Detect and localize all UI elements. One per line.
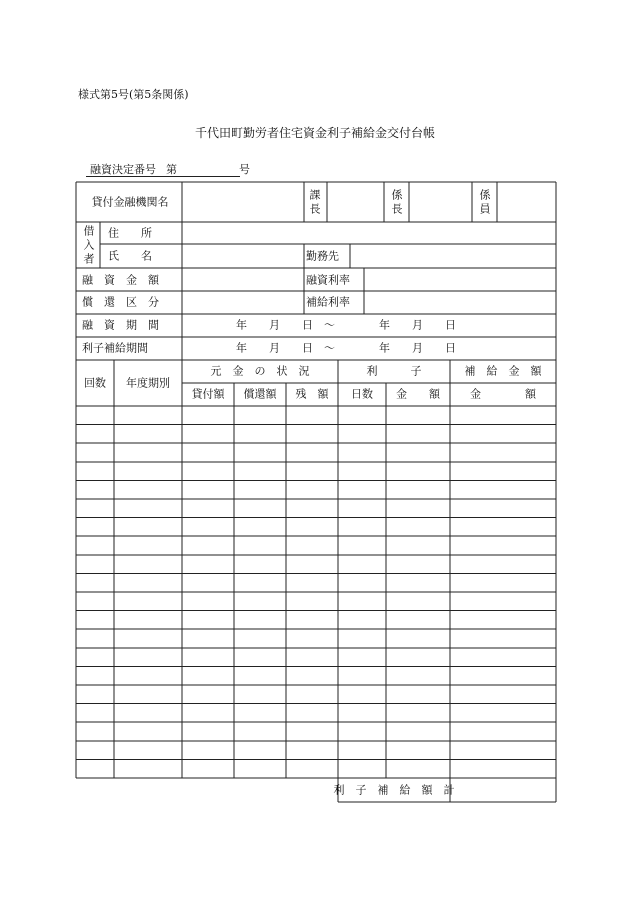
row-6-count-cell[interactable] [76,499,114,518]
row-15-fiscal-period-cell[interactable] [114,666,182,685]
row-8-loaned-cell[interactable] [182,536,234,555]
row-10-repaid-cell[interactable] [234,573,286,592]
lender-name-field[interactable] [182,182,304,222]
row-14-interest-amount-cell[interactable] [386,648,450,667]
row-12-loaned-cell[interactable] [182,611,234,630]
row-13-fiscal-period-cell[interactable] [114,629,182,648]
row-18-count-cell[interactable] [76,722,114,741]
subsidy-amount-header: 補 給 金 額 [464,364,542,378]
days-header: 日数 [351,387,373,401]
row-4-fiscal-period-cell[interactable] [114,462,182,481]
interest-amount-header: 金 額 [396,387,440,401]
workplace-label: 勤務先 [306,249,339,263]
row-18-subsidy-amount-cell[interactable] [450,722,556,741]
row-18-interest-amount-cell[interactable] [386,722,450,741]
name-label: 氏 名 [108,249,152,263]
row-3-count-cell[interactable] [76,443,114,462]
row-10-loaned-cell[interactable] [182,573,234,592]
borrower-label: 者 [83,252,95,266]
row-9-fiscal-period-cell[interactable] [114,555,182,574]
form-number-label: 様式第5号(第5条関係) [78,88,189,101]
row-14-subsidy-amount-cell[interactable] [450,648,556,667]
row-3-interest-amount-cell[interactable] [386,443,450,462]
borrower-label: 借 [83,224,95,238]
row-10-fiscal-period-cell[interactable] [114,573,182,592]
row-11-balance-cell[interactable] [286,592,338,611]
repay-type-label: 償 還 区 分 [82,295,159,309]
row-2-repaid-cell[interactable] [234,425,286,444]
row-13-count-cell[interactable] [76,629,114,648]
row-4-count-cell[interactable] [76,462,114,481]
workplace-field[interactable] [350,244,556,268]
row-15-repaid-cell[interactable] [234,666,286,685]
row-11-repaid-cell[interactable] [234,592,286,611]
loan-period-label: 融 資 期 間 [82,318,159,332]
approval-chief-label: 課 [309,188,321,202]
row-1-subsidy-amount-cell[interactable] [450,406,556,425]
row-12-fiscal-period-cell[interactable] [114,611,182,630]
row-10-days-cell[interactable] [338,573,386,592]
row-1-balance-cell[interactable] [286,406,338,425]
approval-staff-label: 員 [479,202,491,216]
row-18-fiscal-period-cell[interactable] [114,722,182,741]
row-20-repaid-cell[interactable] [234,759,286,778]
row-1-interest-amount-cell[interactable] [386,406,450,425]
row-6-interest-amount-cell[interactable] [386,499,450,518]
row-14-fiscal-period-cell[interactable] [114,648,182,667]
row-17-balance-cell[interactable] [286,704,338,723]
row-11-count-cell[interactable] [76,592,114,611]
row-15-interest-amount-cell[interactable] [386,666,450,685]
subsidy-period-dates: 年 月 日 ～ 年 月 日 [236,341,456,355]
row-20-balance-cell[interactable] [286,759,338,778]
row-12-days-cell[interactable] [338,611,386,630]
row-1-repaid-cell[interactable] [234,406,286,425]
approval-sub-label: 長 [391,202,403,216]
row-15-balance-cell[interactable] [286,666,338,685]
row-6-balance-cell[interactable] [286,499,338,518]
row-17-loaned-cell[interactable] [182,704,234,723]
row-18-repaid-cell[interactable] [234,722,286,741]
row-10-subsidy-amount-cell[interactable] [450,573,556,592]
repaid-header: 償還額 [243,387,277,401]
row-2-loaned-cell[interactable] [182,425,234,444]
row-19-days-cell[interactable] [338,741,386,760]
row-16-fiscal-period-cell[interactable] [114,685,182,704]
row-11-subsidy-amount-cell[interactable] [450,592,556,611]
row-12-repaid-cell[interactable] [234,611,286,630]
row-7-loaned-cell[interactable] [182,518,234,537]
row-4-balance-cell[interactable] [286,462,338,481]
page-title: 千代田町勤労者住宅資金利子補給金交付台帳 [194,126,435,140]
row-15-count-cell[interactable] [76,666,114,685]
row-16-count-cell[interactable] [76,685,114,704]
row-5-balance-cell[interactable] [286,480,338,499]
row-1-loaned-cell[interactable] [182,406,234,425]
row-6-fiscal-period-cell[interactable] [114,499,182,518]
subsidy-rate-field[interactable] [364,291,556,314]
row-13-loaned-cell[interactable] [182,629,234,648]
row-1-fiscal-period-cell[interactable] [114,406,182,425]
row-4-interest-amount-cell[interactable] [386,462,450,481]
row-3-days-cell[interactable] [338,443,386,462]
row-5-loaned-cell[interactable] [182,480,234,499]
fiscal-period-header: 年度期別 [126,376,170,390]
principal-header: 元 金 の 状 況 [210,364,310,378]
row-9-count-cell[interactable] [76,555,114,574]
subsidy-total-label: 利 子 補 給 額 計 [333,783,455,797]
row-16-loaned-cell[interactable] [182,685,234,704]
row-20-count-cell[interactable] [76,759,114,778]
row-13-balance-cell[interactable] [286,629,338,648]
row-16-balance-cell[interactable] [286,685,338,704]
row-7-fiscal-period-cell[interactable] [114,518,182,537]
row-20-fiscal-period-cell[interactable] [114,759,182,778]
loan-rate-label: 融資利率 [306,273,350,287]
row-13-repaid-cell[interactable] [234,629,286,648]
row-14-balance-cell[interactable] [286,648,338,667]
address-field[interactable] [182,222,556,244]
row-15-days-cell[interactable] [338,666,386,685]
row-14-count-cell[interactable] [76,648,114,667]
count-header: 回数 [84,376,106,390]
row-19-interest-amount-cell[interactable] [386,741,450,760]
row-2-balance-cell[interactable] [286,425,338,444]
row-2-days-cell[interactable] [338,425,386,444]
loan-rate-field[interactable] [364,268,556,291]
chief-seal-field[interactable] [327,182,384,222]
row-6-loaned-cell[interactable] [182,499,234,518]
row-18-loaned-cell[interactable] [182,722,234,741]
row-12-interest-amount-cell[interactable] [386,611,450,630]
sub-chief-seal-field[interactable] [409,182,472,222]
decision-number-label: 融資決定番号 [90,163,156,176]
row-17-days-cell[interactable] [338,704,386,723]
row-12-balance-cell[interactable] [286,611,338,630]
row-19-repaid-cell[interactable] [234,741,286,760]
row-14-repaid-cell[interactable] [234,648,286,667]
row-9-subsidy-amount-cell[interactable] [450,555,556,574]
row-8-repaid-cell[interactable] [234,536,286,555]
approval-sub-label: 係 [391,188,403,202]
row-20-loaned-cell[interactable] [182,759,234,778]
row-2-subsidy-amount-cell[interactable] [450,425,556,444]
row-7-repaid-cell[interactable] [234,518,286,537]
row-8-subsidy-amount-cell[interactable] [450,536,556,555]
row-10-interest-amount-cell[interactable] [386,573,450,592]
row-2-fiscal-period-cell[interactable] [114,425,182,444]
row-13-interest-amount-cell[interactable] [386,629,450,648]
row-17-subsidy-amount-cell[interactable] [450,704,556,723]
subsidy-rate-label: 補給利率 [306,295,350,309]
row-3-fiscal-period-cell[interactable] [114,443,182,462]
row-6-days-cell[interactable] [338,499,386,518]
row-7-balance-cell[interactable] [286,518,338,537]
row-8-days-cell[interactable] [338,536,386,555]
row-4-days-cell[interactable] [338,462,386,481]
row-3-balance-cell[interactable] [286,443,338,462]
row-13-subsidy-amount-cell[interactable] [450,629,556,648]
row-3-subsidy-amount-cell[interactable] [450,443,556,462]
row-7-subsidy-amount-cell[interactable] [450,518,556,537]
lender-label: 貸付金融機関名 [91,195,169,209]
row-1-days-cell[interactable] [338,406,386,425]
row-11-interest-amount-cell[interactable] [386,592,450,611]
row-6-subsidy-amount-cell[interactable] [450,499,556,518]
loan-amount-field[interactable] [182,268,304,291]
row-15-loaned-cell[interactable] [182,666,234,685]
row-5-subsidy-amount-cell[interactable] [450,480,556,499]
decision-number-prefix: 第 [166,163,177,176]
borrower-label: 入 [83,238,95,252]
loan-amount-label: 融 資 金 額 [82,273,159,287]
row-16-repaid-cell[interactable] [234,685,286,704]
row-14-days-cell[interactable] [338,648,386,667]
row-17-count-cell[interactable] [76,704,114,723]
row-7-count-cell[interactable] [76,518,114,537]
row-11-days-cell[interactable] [338,592,386,611]
approval-staff-label: 係 [479,188,491,202]
interest-header: 利 子 [366,364,422,378]
row-5-repaid-cell[interactable] [234,480,286,499]
row-8-fiscal-period-cell[interactable] [114,536,182,555]
row-16-subsidy-amount-cell[interactable] [450,685,556,704]
row-17-fiscal-period-cell[interactable] [114,704,182,723]
subsidy-total-field[interactable] [450,778,556,802]
decision-number-suffix: 号 [239,163,250,176]
row-3-loaned-cell[interactable] [182,443,234,462]
approval-chief-label: 長 [309,202,321,216]
row-9-loaned-cell[interactable] [182,555,234,574]
row-8-balance-cell[interactable] [286,536,338,555]
row-19-loaned-cell[interactable] [182,741,234,760]
row-14-loaned-cell[interactable] [182,648,234,667]
row-10-balance-cell[interactable] [286,573,338,592]
row-16-days-cell[interactable] [338,685,386,704]
row-9-interest-amount-cell[interactable] [386,555,450,574]
row-5-count-cell[interactable] [76,480,114,499]
row-5-fiscal-period-cell[interactable] [114,480,182,499]
row-17-repaid-cell[interactable] [234,704,286,723]
row-20-days-cell[interactable] [338,759,386,778]
row-2-interest-amount-cell[interactable] [386,425,450,444]
row-10-count-cell[interactable] [76,573,114,592]
row-11-fiscal-period-cell[interactable] [114,592,182,611]
row-1-count-cell[interactable] [76,406,114,425]
row-18-balance-cell[interactable] [286,722,338,741]
row-12-count-cell[interactable] [76,611,114,630]
row-2-count-cell[interactable] [76,425,114,444]
repay-type-field[interactable] [182,291,304,314]
row-19-subsidy-amount-cell[interactable] [450,741,556,760]
row-3-repaid-cell[interactable] [234,443,286,462]
subsidy-period-label: 利子補給期間 [82,341,148,355]
loaned-header: 貸付額 [191,387,225,401]
row-4-loaned-cell[interactable] [182,462,234,481]
row-19-fiscal-period-cell[interactable] [114,741,182,760]
row-8-count-cell[interactable] [76,536,114,555]
row-7-interest-amount-cell[interactable] [386,518,450,537]
row-8-interest-amount-cell[interactable] [386,536,450,555]
row-19-count-cell[interactable] [76,741,114,760]
row-15-subsidy-amount-cell[interactable] [450,666,556,685]
row-17-interest-amount-cell[interactable] [386,704,450,723]
name-field[interactable] [182,244,304,268]
balance-header: 残 額 [295,387,329,401]
row-9-days-cell[interactable] [338,555,386,574]
row-20-interest-amount-cell[interactable] [386,759,450,778]
row-20-subsidy-amount-cell[interactable] [450,759,556,778]
row-19-balance-cell[interactable] [286,741,338,760]
row-7-days-cell[interactable] [338,518,386,537]
row-18-days-cell[interactable] [338,722,386,741]
row-4-subsidy-amount-cell[interactable] [450,462,556,481]
row-12-subsidy-amount-cell[interactable] [450,611,556,630]
row-11-loaned-cell[interactable] [182,592,234,611]
row-9-repaid-cell[interactable] [234,555,286,574]
loan-period-dates: 年 月 日 ～ 年 月 日 [236,318,456,332]
staff-seal-field[interactable] [497,182,556,222]
row-5-days-cell[interactable] [338,480,386,499]
row-6-repaid-cell[interactable] [234,499,286,518]
row-16-interest-amount-cell[interactable] [386,685,450,704]
row-9-balance-cell[interactable] [286,555,338,574]
row-13-days-cell[interactable] [338,629,386,648]
address-label: 住 所 [108,226,152,240]
subsidy-amount-subheader: 金 額 [470,387,536,401]
row-5-interest-amount-cell[interactable] [386,480,450,499]
row-4-repaid-cell[interactable] [234,462,286,481]
